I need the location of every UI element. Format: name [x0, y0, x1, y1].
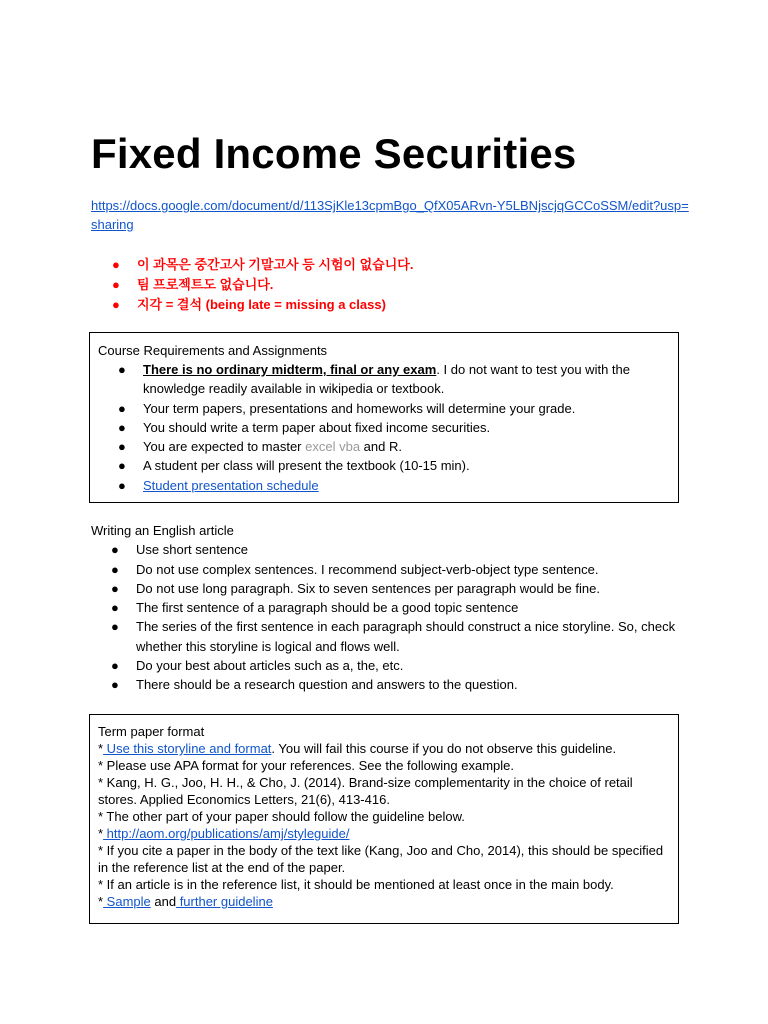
requirements-box — [89, 332, 679, 503]
notice-item — [112, 255, 414, 275]
list-item — [111, 540, 691, 559]
term-paper-box — [89, 714, 679, 924]
list-item — [118, 437, 670, 456]
list-item — [118, 456, 670, 475]
bullet-icon: ● — [111, 619, 119, 635]
bullet-icon: ● — [118, 439, 126, 455]
term-paper-line — [98, 893, 670, 910]
term-paper-line — [98, 740, 670, 757]
bullet-icon: ● — [111, 561, 119, 577]
list-item — [111, 598, 691, 617]
list-item-text: You are expected to master — [143, 439, 306, 455]
term-paper-line: * If you cite a paper in the body of the text like (Kang, Joo and Cho, 2014), this should be specified in the reference list at the end of the paper. — [98, 843, 664, 875]
requirements-list — [118, 360, 670, 495]
list-item — [118, 476, 670, 495]
bullet-icon: ● — [111, 658, 119, 674]
aom-styleguide-link[interactable]: http://aom.org/publications/amj/styleguide/ — [103, 826, 350, 841]
bullet-icon: ● — [112, 277, 120, 292]
list-item-text: There should be a research question and answers to the question. — [136, 677, 518, 693]
list-item-text: Do not use complex sentences. I recommend subject-verb-object type sentence. — [136, 561, 599, 577]
requirements-heading: Course Requirements and Assignments — [98, 343, 328, 358]
list-item — [118, 360, 670, 399]
term-paper-line: * Please use APA format for your references. See the following example. — [98, 758, 514, 773]
term-paper-line — [98, 825, 670, 842]
bullet-icon: ● — [112, 297, 120, 312]
list-item-text: Do not use long paragraph. Six to seven sentences per paragraph would be fine. — [136, 580, 600, 596]
bullet-icon: ● — [118, 400, 126, 416]
document-title: Fixed Income Securities — [91, 130, 577, 177]
bullet-icon: ● — [118, 477, 126, 493]
bullet-icon: ● — [112, 257, 120, 272]
bullet-icon: ● — [118, 419, 126, 435]
excel-vba-text: excel vba — [305, 439, 361, 455]
list-item — [111, 656, 691, 675]
storyline-format-link[interactable]: Use this storyline and format — [103, 741, 272, 756]
notice-item — [112, 275, 413, 295]
no-exam-emphasis: There is no ordinary midterm, final or any exam — [143, 362, 437, 377]
writing-section — [91, 521, 691, 695]
list-item — [118, 399, 670, 418]
list-item — [111, 675, 691, 694]
asterisk: * — [98, 741, 104, 756]
list-item-text: You should write a term paper about fixed income securities. — [143, 419, 491, 435]
list-item — [118, 418, 670, 437]
notice-list — [112, 255, 414, 315]
bullet-icon: ● — [111, 580, 119, 596]
list-item — [111, 579, 691, 598]
further-guideline-link[interactable]: further guideline — [176, 894, 273, 909]
presentation-schedule-link[interactable]: Student presentation schedule — [143, 477, 319, 493]
term-paper-line: * Kang, H. G., Joo, H. H., & Cho, J. (2014). Brand-size complementarity in the choice of retail stores. Applied Economics Letters, 21(6), 413-416. — [98, 775, 633, 807]
term-paper-text: . You will fail this course if you do not observe this guideline. — [271, 741, 617, 756]
bullet-icon: ● — [111, 542, 119, 558]
list-item-text: The first sentence of a paragraph should be a good topic sentence — [136, 600, 519, 616]
term-paper-text: and — [150, 894, 177, 909]
google-doc-link[interactable]: https://docs.google.com/document/d/113SjKle13cpmBgo_QfX05ARvn-Y5LBNjscjqGCCoSSM/edit?usp=sharing — [91, 198, 689, 232]
writing-list — [111, 540, 691, 694]
list-item-text: Use short sentence — [136, 542, 249, 558]
notice-text: 이 과목은 중간고사 기말고사 등 시험이 없습니다. — [137, 257, 414, 272]
term-paper-heading: Term paper format — [98, 724, 205, 739]
list-item-text: The series of the first sentence in each paragraph should construct a nice storyline. So, check whether this storyline is logical and flows well. — [136, 619, 676, 654]
term-paper-line: * The other part of your paper should follow the guideline below. — [98, 809, 465, 824]
list-item — [111, 617, 691, 656]
list-item-text: . I do not want to test you with the knowledge readily available in wikipedia or textbook. — [143, 362, 630, 397]
list-item-text: A student per class will present the textbook (10-15 min). — [143, 458, 470, 474]
list-item-text: and R. — [360, 439, 402, 455]
asterisk: * — [98, 826, 104, 841]
asterisk: * — [98, 894, 104, 909]
list-item-text: Your term papers, presentations and homeworks will determine your grade. — [143, 400, 576, 416]
sample-link[interactable]: Sample — [103, 894, 151, 909]
notice-text: 팀 프로젝트도 없습니다. — [137, 277, 274, 292]
bullet-icon: ● — [111, 677, 119, 693]
bullet-icon: ● — [111, 600, 119, 616]
notice-item — [112, 295, 413, 315]
bullet-icon: ● — [118, 458, 126, 474]
list-item-text: Do your best about articles such as a, the, etc. — [136, 658, 404, 674]
term-paper-line: * If an article is in the reference list, it should be mentioned at least once in the main body. — [98, 877, 614, 892]
list-item — [111, 560, 691, 579]
bullet-icon: ● — [118, 362, 126, 377]
writing-heading: Writing an English article — [91, 523, 234, 538]
notice-text: 지각 = 결석 (being late = missing a class) — [137, 297, 386, 312]
